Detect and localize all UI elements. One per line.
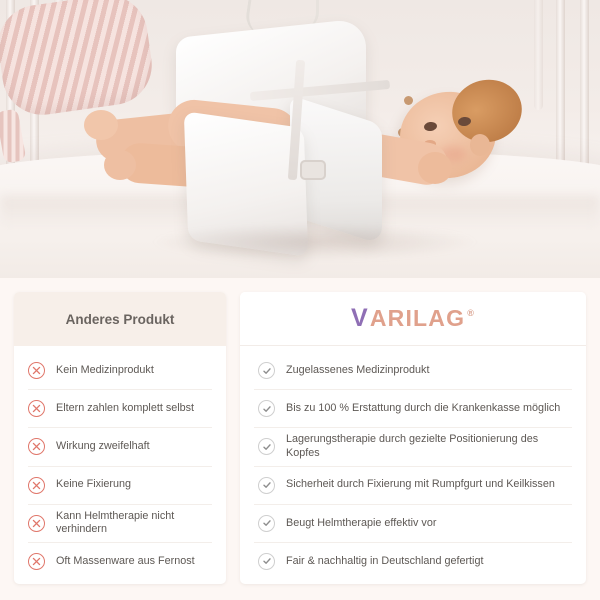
comparison-column-other: [14, 292, 226, 584]
product-shadow: [150, 224, 480, 260]
varilag-benefit-list: [240, 346, 586, 584]
list-item: [14, 390, 226, 427]
baby-hand: [418, 152, 452, 184]
list-item: [14, 428, 226, 465]
crib-rail: [534, 0, 543, 110]
logo-wordmark: ARILAG: [369, 305, 466, 331]
other-product-header: [14, 292, 226, 346]
strap-buckle: [300, 160, 326, 180]
list-item: [14, 543, 226, 580]
romper-button: [404, 96, 413, 105]
check-icon: [258, 438, 275, 455]
list-item-label: Eltern zahlen komplett selbst: [56, 402, 195, 415]
list-item-label: Bis zu 100 % Erstattung durch die Krankenkasse möglich: [286, 402, 561, 415]
cross-icon: [28, 438, 45, 455]
list-item: [14, 467, 226, 504]
check-icon: [258, 362, 275, 379]
list-item-label: Fair & nachhaltig in Deutschland gefertigt: [286, 554, 484, 567]
list-item: [240, 352, 586, 389]
list-item: [240, 428, 586, 465]
cross-icon: [28, 515, 45, 532]
list-item-label: Lagerungstherapie durch gezielte Positionierung des Kopfes: [286, 433, 539, 459]
cross-icon: [28, 400, 45, 417]
list-item-label: Keine Fixierung: [56, 478, 132, 491]
comparison-section: [0, 278, 600, 600]
check-icon: [258, 553, 275, 570]
list-item-label: Beugt Helmtherapie effektiv vor: [286, 516, 437, 529]
varilag-logo: [351, 304, 475, 333]
baby-foot: [84, 110, 118, 140]
baby-ear: [470, 134, 490, 156]
list-item: [240, 467, 586, 504]
list-item-label: Kein Medizinprodukt: [56, 363, 154, 376]
check-icon: [258, 515, 275, 532]
check-icon: [258, 400, 275, 417]
varilag-header: [240, 292, 586, 346]
registered-mark: ®: [467, 308, 476, 318]
comparison-column-varilag: [240, 292, 586, 584]
cross-icon: [28, 477, 45, 494]
list-item: [14, 505, 226, 542]
other-product-title: Anderes Produkt: [65, 311, 175, 327]
list-item-label: Wirkung zweifelhaft: [56, 440, 150, 453]
check-icon: [258, 477, 275, 494]
baby-foot: [104, 150, 136, 180]
list-item-label: Oft Massenware aus Fernost: [56, 554, 195, 567]
list-item-label: Kann Helmtherapie nicht verhindern: [56, 509, 175, 536]
list-item: [14, 352, 226, 389]
other-product-list: [14, 346, 226, 584]
list-item: [240, 390, 586, 427]
hero-photo: [0, 0, 600, 278]
list-item: [240, 505, 586, 542]
list-item-label: Zugelassenes Medizinprodukt: [286, 363, 430, 376]
cross-icon: [28, 362, 45, 379]
cross-icon: [28, 553, 45, 570]
list-item: [240, 543, 586, 580]
logo-initial: V: [350, 304, 369, 332]
list-item-label: Sicherheit durch Fixierung mit Rumpfgurt und Keilkissen: [286, 478, 555, 491]
